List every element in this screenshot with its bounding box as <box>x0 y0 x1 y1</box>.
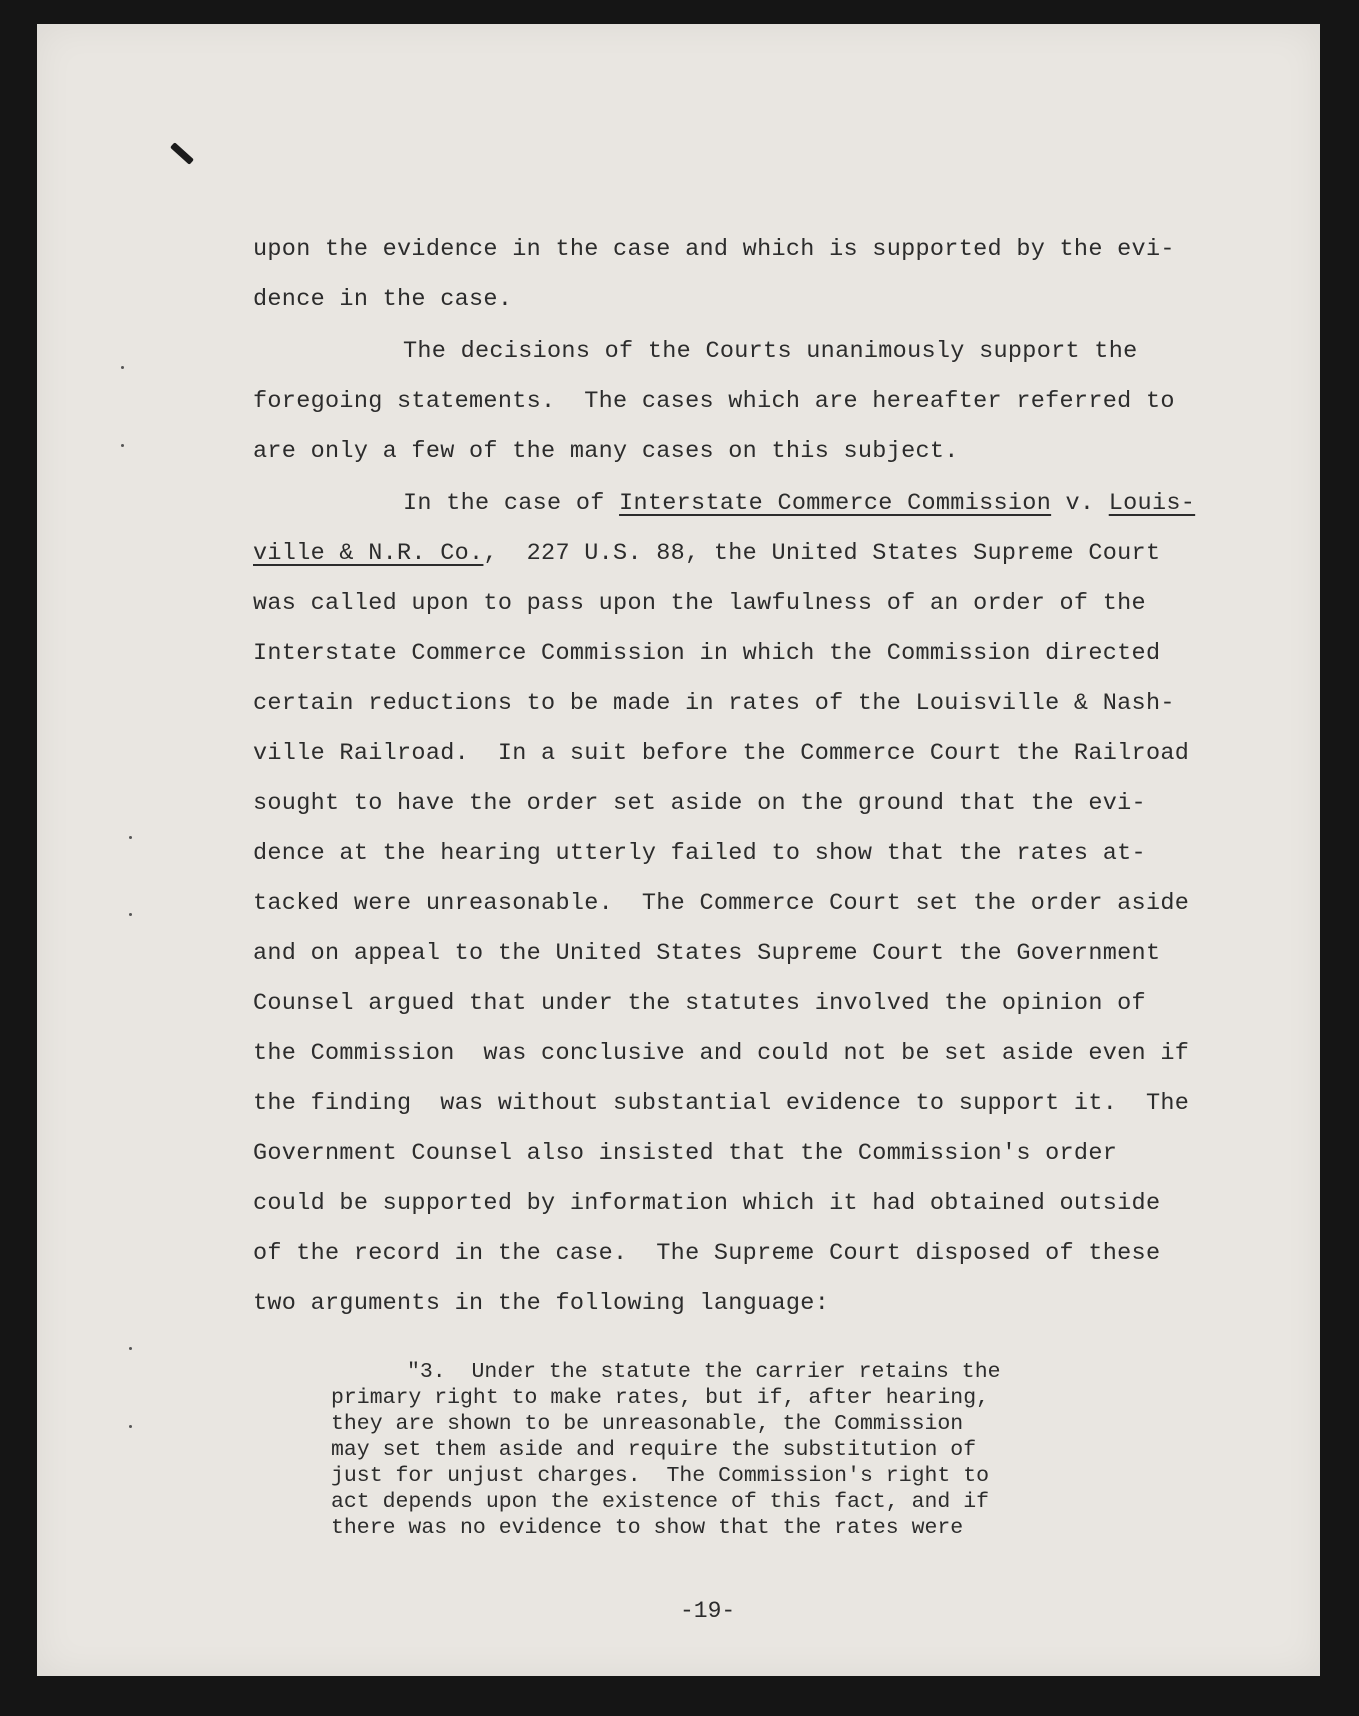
text-line: dence at the hearing utterly failed to show that the rates at- <box>253 840 1146 867</box>
case-name: Interstate Commerce Commission <box>619 490 1052 517</box>
case-name: ville & N.R. Co. <box>253 540 484 567</box>
quote-line: they are shown to be unreasonable, the Commission <box>331 1412 964 1436</box>
text-line: Interstate Commerce Commission in which the Commission directed <box>253 640 1161 667</box>
text-line: Government Counsel also insisted that the Commission's order <box>253 1140 1118 1167</box>
text-line: the Commission was conclusive and could not be set aside even if <box>253 1040 1190 1067</box>
quote-line: may set them aside and require the substitution of <box>331 1438 977 1462</box>
text-line: could be supported by information which it had obtained outside <box>253 1190 1161 1217</box>
quote-line: "3. Under the statute the carrier retains the <box>407 1360 1001 1384</box>
text-line: certain reductions to be made in rates of the Louisville & Nash- <box>253 690 1175 717</box>
case-name: Louis- <box>1108 490 1196 517</box>
margin-dot <box>121 444 124 447</box>
quote-line: act depends upon the existence of this fact, and if <box>331 1490 990 1514</box>
text-line <box>253 540 1160 567</box>
text-line: foregoing statements. The cases which are hereafter referred to <box>253 388 1175 415</box>
text-line <box>403 490 1195 517</box>
margin-dot <box>129 1347 132 1350</box>
text-segment: , 227 U.S. 88, the United States Supreme Court <box>483 540 1161 567</box>
quote-line: there was no evidence to show that the rates were <box>331 1516 964 1540</box>
text-line: dence in the case. <box>253 286 513 313</box>
margin-dot <box>129 1425 132 1428</box>
text-line: The decisions of the Courts unanimously support the <box>403 338 1138 365</box>
ink-mark <box>170 142 194 165</box>
quote-line: primary right to make rates, but if, after hearing, <box>331 1386 990 1410</box>
text-line: Counsel argued that under the statutes involved the opinion of <box>253 990 1146 1017</box>
quote-line: just for unjust charges. The Commission's right to <box>331 1464 990 1488</box>
text-line: and on appeal to the United States Supreme Court the Government <box>253 940 1161 967</box>
text-line: ville Railroad. In a suit before the Commerce Court the Railroad <box>253 740 1190 767</box>
text-line: sought to have the order set aside on the ground that the evi- <box>253 790 1146 817</box>
text-line: are only a few of the many cases on this subject. <box>253 438 959 465</box>
page-number: -19- <box>680 1598 736 1624</box>
margin-dot <box>129 913 132 916</box>
text-segment: v. <box>1051 490 1109 517</box>
margin-dot <box>129 836 132 839</box>
text-line: the finding was without substantial evidence to support it. The <box>253 1090 1190 1117</box>
margin-dot <box>121 366 124 369</box>
text-line: tacked were unreasonable. The Commerce Court set the order aside <box>253 890 1190 917</box>
text-segment: In the case of <box>403 490 620 517</box>
text-line: upon the evidence in the case and which is supported by the evi- <box>253 236 1175 263</box>
text-line: of the record in the case. The Supreme Court disposed of these <box>253 1240 1161 1267</box>
text-line: two arguments in the following language: <box>253 1290 830 1317</box>
text-line: was called upon to pass upon the lawfulness of an order of the <box>253 590 1146 617</box>
